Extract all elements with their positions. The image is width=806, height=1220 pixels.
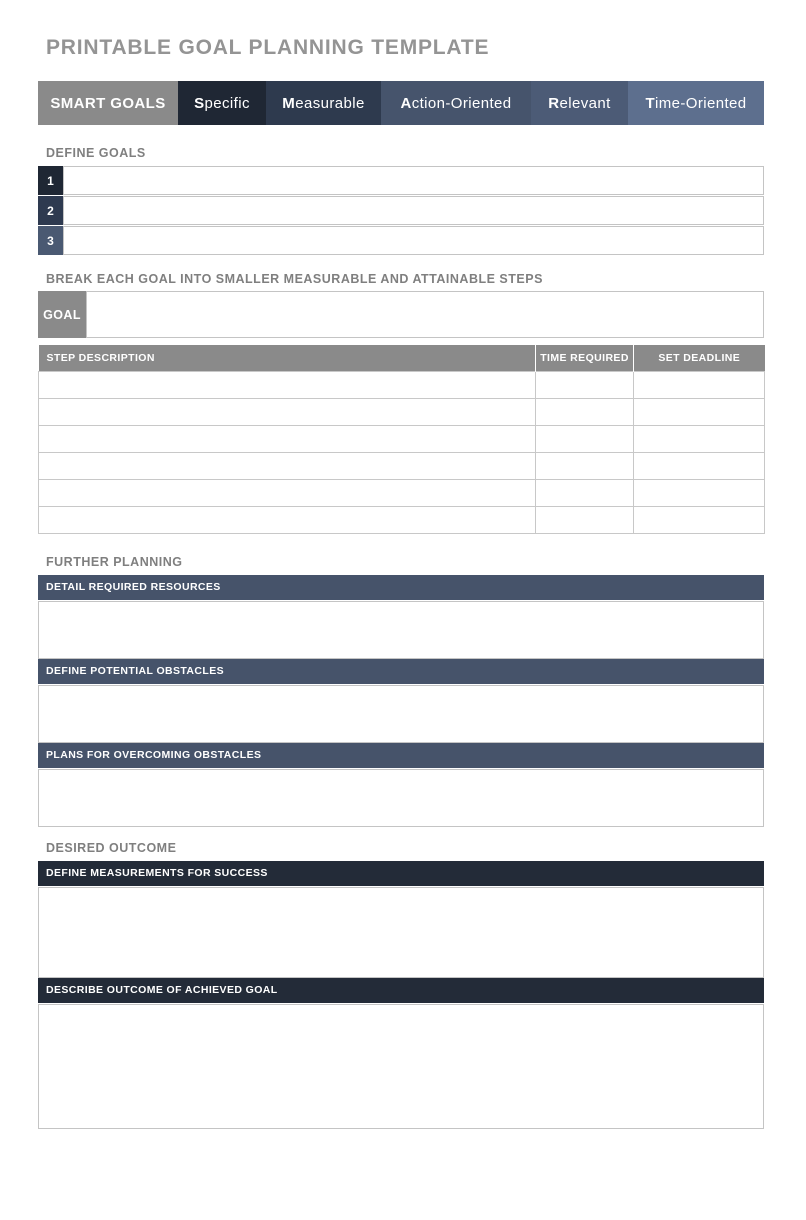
smart-bar-segment-measurable: M easurable bbox=[266, 81, 381, 125]
goal-box bbox=[38, 291, 764, 338]
subsection-measurements-for-success bbox=[38, 861, 764, 978]
smart-goals-bar bbox=[38, 81, 764, 125]
set-deadline-cell[interactable] bbox=[634, 506, 765, 533]
step-description-cell[interactable] bbox=[39, 506, 536, 533]
further-planning-heading: FURTHER PLANNING bbox=[46, 554, 183, 569]
smart-bar-segment-time-oriented: T ime-Oriented bbox=[628, 81, 764, 125]
segment-label: A bbox=[400, 94, 412, 112]
step-description-cell[interactable] bbox=[39, 479, 536, 506]
goal-row-3 bbox=[38, 226, 764, 255]
time-required-cell[interactable] bbox=[536, 425, 634, 452]
page-title: PRINTABLE GOAL PLANNING TEMPLATE bbox=[46, 36, 490, 59]
set-deadline-cell[interactable] bbox=[634, 371, 765, 398]
outcome-of-achieved-goal-input-field[interactable] bbox=[38, 1004, 764, 1129]
steps-section-heading: BREAK EACH GOAL INTO SMALLER MEASURABLE AND ATTAINABLE STEPS bbox=[46, 272, 543, 286]
subsection-outcome-of-achieved-goal bbox=[38, 978, 764, 1129]
smart-bar-segment-specific: S pecific bbox=[178, 81, 266, 125]
column-header-time-required: TIME REQUIRED bbox=[536, 345, 634, 371]
goal-input-field-3[interactable] bbox=[63, 226, 764, 255]
step-description-cell[interactable] bbox=[39, 425, 536, 452]
steps-table bbox=[38, 345, 765, 534]
define-goals-heading: DEFINE GOALS bbox=[46, 146, 146, 160]
table-row bbox=[39, 371, 765, 398]
time-required-cell[interactable] bbox=[536, 371, 634, 398]
time-required-cell[interactable] bbox=[536, 506, 634, 533]
required-resources-input-field[interactable] bbox=[38, 601, 764, 659]
define-goals-rows bbox=[38, 166, 764, 255]
goal-row-2 bbox=[38, 196, 764, 225]
goal-input-field-2[interactable] bbox=[63, 196, 764, 225]
goal-box-label: GOAL bbox=[38, 291, 86, 338]
desired-outcome-heading: DESIRED OUTCOME bbox=[46, 840, 177, 855]
segment-label: S bbox=[194, 94, 205, 112]
segment-label: M bbox=[282, 94, 296, 112]
time-required-cell[interactable] bbox=[536, 398, 634, 425]
set-deadline-cell[interactable] bbox=[634, 425, 765, 452]
goal-row-1 bbox=[38, 166, 764, 195]
time-required-cell[interactable] bbox=[536, 452, 634, 479]
table-row bbox=[39, 506, 765, 533]
table-row bbox=[39, 398, 765, 425]
table-row bbox=[39, 479, 765, 506]
set-deadline-cell[interactable] bbox=[634, 398, 765, 425]
time-required-cell[interactable] bbox=[536, 479, 634, 506]
subsection-overcoming-obstacles bbox=[38, 743, 764, 827]
subsection-potential-obstacles bbox=[38, 659, 764, 743]
page bbox=[38, 36, 764, 1129]
goal-box-input-field[interactable] bbox=[86, 291, 764, 338]
subsection-bar-outcome-of-achieved-goal: DESCRIBE OUTCOME OF ACHIEVED GOAL bbox=[38, 978, 764, 1003]
smart-bar-segment-relevant: R elevant bbox=[531, 81, 628, 125]
table-row bbox=[39, 452, 765, 479]
goal-number-badge: 1 bbox=[38, 166, 63, 195]
goal-input-field-1[interactable] bbox=[63, 166, 764, 195]
subsection-bar-required-resources: DETAIL REQUIRED RESOURCES bbox=[38, 575, 764, 600]
set-deadline-cell[interactable] bbox=[634, 479, 765, 506]
overcoming-obstacles-input-field[interactable] bbox=[38, 769, 764, 827]
steps-table-header-row bbox=[39, 345, 765, 371]
step-description-cell[interactable] bbox=[39, 398, 536, 425]
segment-label: T bbox=[645, 94, 656, 112]
subsection-bar-potential-obstacles: DEFINE POTENTIAL OBSTACLES bbox=[38, 659, 764, 684]
segment-label: R bbox=[548, 94, 560, 112]
subsection-bar-measurements-for-success: DEFINE MEASUREMENTS FOR SUCCESS bbox=[38, 861, 764, 886]
step-description-cell[interactable] bbox=[39, 452, 536, 479]
step-description-cell[interactable] bbox=[39, 371, 536, 398]
subsection-bar-overcoming-obstacles: PLANS FOR OVERCOMING OBSTACLES bbox=[38, 743, 764, 768]
subsection-required-resources bbox=[38, 575, 764, 659]
segment-label: SMART GOALS bbox=[50, 94, 166, 112]
column-header-set-deadline: SET DEADLINE bbox=[634, 345, 765, 371]
goal-number-badge: 2 bbox=[38, 196, 63, 225]
table-row bbox=[39, 425, 765, 452]
potential-obstacles-input-field[interactable] bbox=[38, 685, 764, 743]
smart-bar-segment-smart-goals bbox=[38, 81, 178, 125]
measurements-for-success-input-field[interactable] bbox=[38, 887, 764, 978]
set-deadline-cell[interactable] bbox=[634, 452, 765, 479]
smart-bar-segment-action-oriented: A ction-Oriented bbox=[381, 81, 531, 125]
goal-number-badge: 3 bbox=[38, 226, 63, 255]
column-header-step-description: STEP DESCRIPTION bbox=[39, 345, 536, 371]
